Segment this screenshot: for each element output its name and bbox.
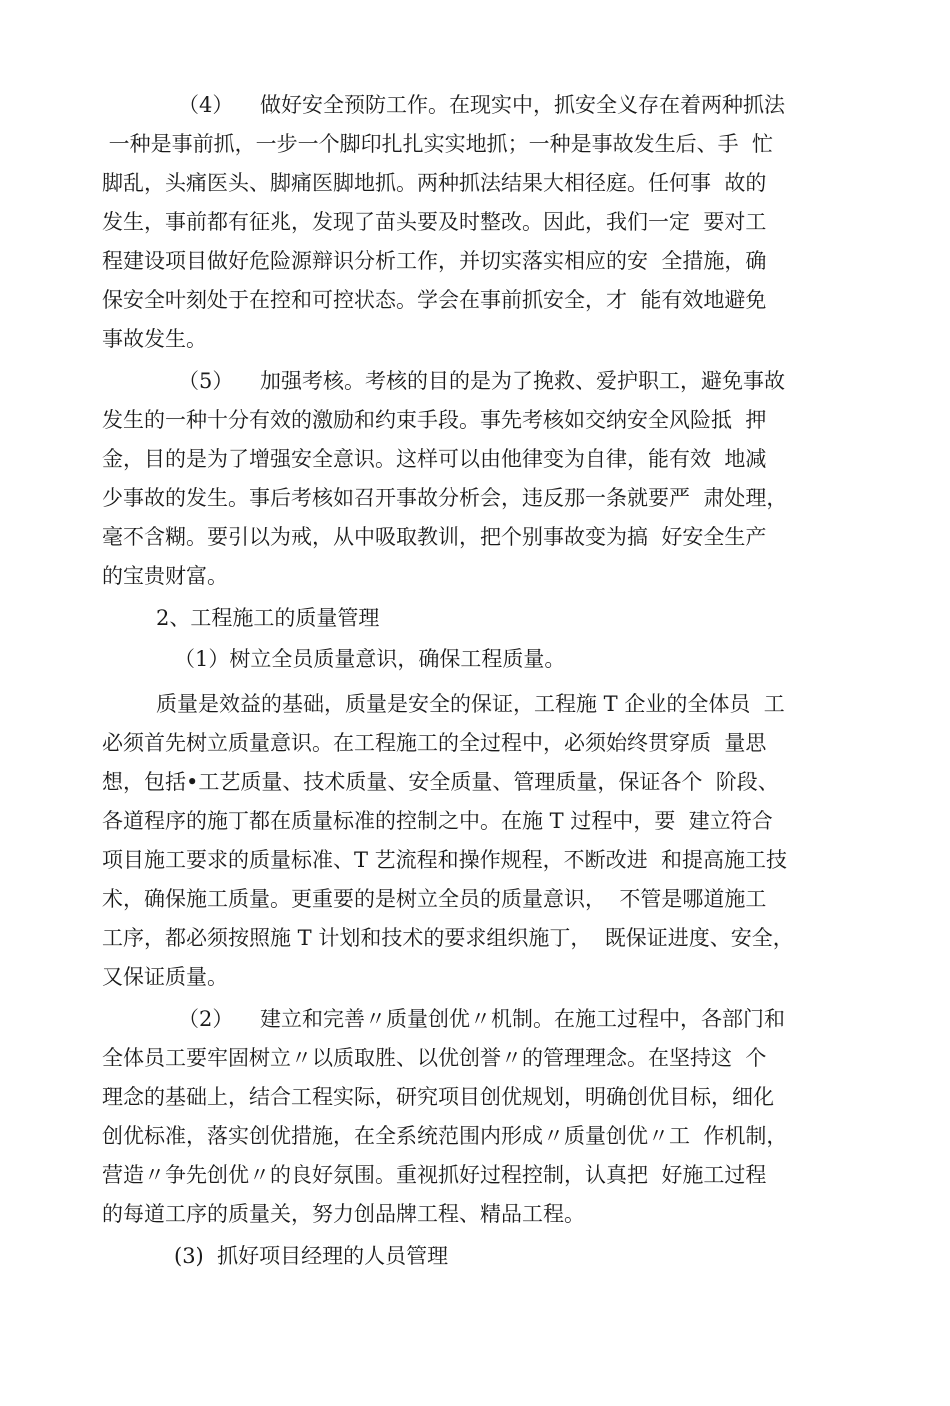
text-line: 的每道工序的质量关，努力创品牌工程、精品工程。 [102, 1202, 585, 1226]
text-line: （4） 做好安全预防工作。在现实中，抓安全义存在着两种抓法 [178, 93, 786, 117]
text-line: 一种是事前抓，一步一个脚印扎扎实实地抓；一种是事故发生后、手 忙 [102, 132, 774, 156]
section-heading: 2、工程施工的质量管理 [156, 606, 380, 630]
text-line: 毫不含糊。要引以为戒，从中吸取教训，把个别事故变为搞 好安全生产 [102, 525, 767, 549]
text-line: 理念的基础上，结合工程实际，研究项目创优规划，明确创优目标，细化 [102, 1085, 774, 1109]
text-line: 质量是效益的基础，质量是安全的保证，工程施 T 企业的全体员 工 [156, 692, 785, 716]
text-line: 保安全叶刻处于在控和可控状态。学会在事前抓安全，才 能有效地避免 [102, 288, 767, 312]
text-line: 创优标准，落实创优措施，在全系统范围内形成〃质量创优〃工 作机制， [102, 1124, 788, 1148]
text-line: 又保证质量。 [102, 965, 228, 989]
text-line: 必须首先树立质量意识。在工程施工的全过程中，必须始终贯穿质 量思 [102, 731, 767, 755]
text-line: 发生，事前都有征兆，发现了苗头要及时整改。因此，我们一定 要对工 [102, 210, 767, 234]
text-line: （2） 建立和完善〃质量创优〃机制。在施工过程中，各部门和 [178, 1007, 786, 1031]
text-line: 脚乱，头痛医头、脚痛医脚地抓。两种抓法结果大相径庭。任何事 故的 [102, 171, 767, 195]
text-line: 想，包括•工艺质量、技术质量、安全质量、管理质量，保证各个 阶段、 [102, 770, 779, 794]
text-line: 项目施工要求的质量标准、T 艺流程和操作规程，不断改进 和提高施工技 [102, 848, 788, 872]
text-line: 术，确保施工质量。更重要的是树立全员的质量意识， 不管是哪道施工 [102, 887, 767, 911]
text-line: 的宝贵财富。 [102, 564, 228, 588]
text-line: 少事故的发生。事后考核如召开事故分析会，违反那一条就要严 肃处理， [102, 486, 788, 510]
text-line: 营造〃争先创优〃的良好氛围。重视抓好过程控制，认真把 好施工过程 [102, 1163, 767, 1187]
text-line: 全体员工要牢固树立〃以质取胜、以优创誉〃的管理理念。在坚持这 个 [102, 1046, 767, 1070]
text-line: 发生的一种十分有效的激励和约束手段。事先考核如交纳安全风险抵 押 [102, 408, 767, 432]
subheading-3: (3) 抓好项目经理的人员管理 [174, 1244, 449, 1268]
text-line: （5） 加强考核。考核的目的是为了挽救、爱护职工，避免事故 [178, 369, 786, 393]
text-line: 事故发生。 [102, 327, 207, 351]
text-line: 程建设项目做好危险源辩识分析工作，并切实落实相应的安 全措施，确 [102, 249, 767, 273]
text-line: 各道程序的施丁都在质量标准的控制之中。在施 T 过程中，要 建立符合 [102, 809, 773, 833]
text-line: 工序，都必须按照施 T 计划和技术的要求组织施丁， 既保证进度、安全， [102, 926, 794, 950]
subheading-1: （1）树立全员质量意识，确保工程质量。 [174, 647, 566, 671]
text-line: 金，目的是为了增强安全意识。这样可以由他律变为自律，能有效 地减 [102, 447, 767, 471]
